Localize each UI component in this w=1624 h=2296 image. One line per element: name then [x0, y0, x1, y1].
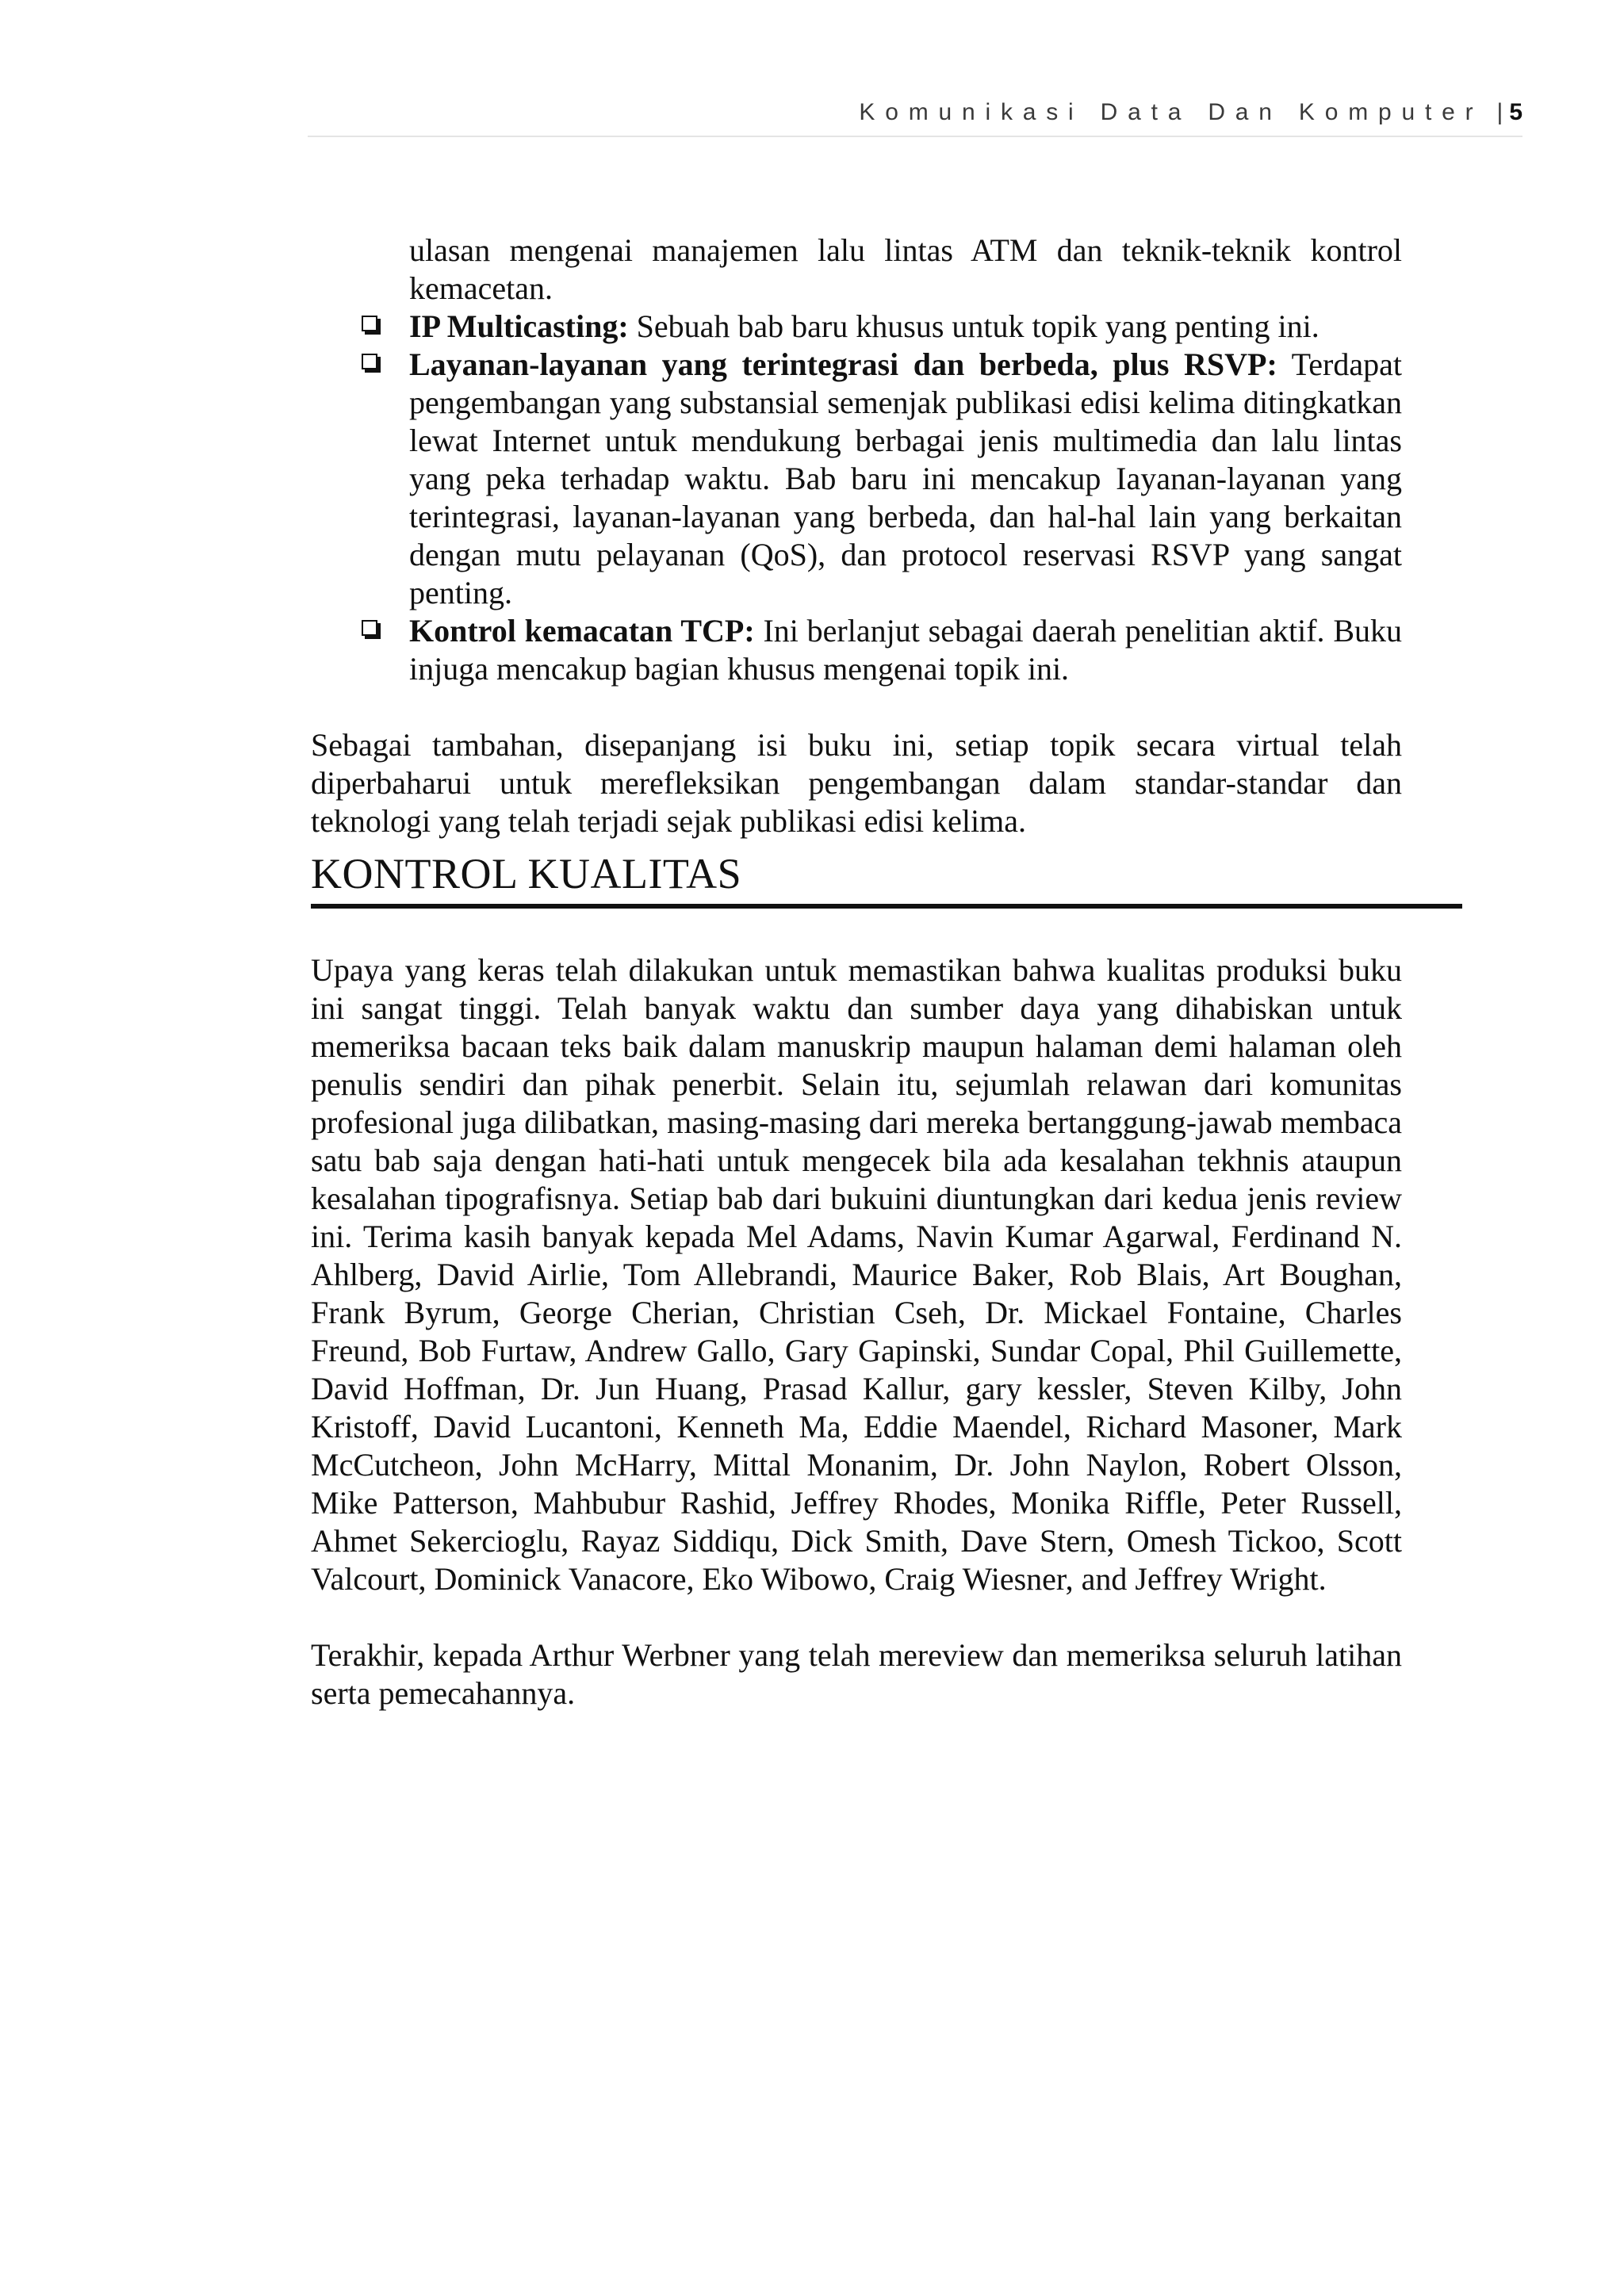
spacer	[311, 688, 1402, 726]
list-item-description: Sebuah bab baru khusus untuk topik yang penting ini.	[628, 308, 1320, 344]
header-separator: |	[1496, 99, 1503, 125]
page-number: 5	[1509, 99, 1522, 125]
section-heading: KONTROL KUALITAS	[311, 848, 1462, 909]
body-paragraph: Terakhir, kepada Arthur Werbner yang telah mereview dan memeriksa seluruh latihan serta pemecahannya.	[311, 1637, 1402, 1711]
list-continuation-text: ulasan mengenai manajemen lalu lintas ATM dan teknik-teknik kontrol kemacetan.	[409, 232, 1402, 306]
list-item-term: Kontrol kemacatan TCP:	[409, 613, 755, 649]
spacer	[311, 1598, 1402, 1636]
list-item-term: IP Multicasting:	[409, 308, 629, 344]
list-item-term: Layanan-layanan yang terintegrasi dan berbeda, plus RSVP:	[409, 346, 1277, 382]
list-item-description: Terdapat pengembangan yang substansial semenjak publikasi edisi kelima ditingkatkan lewat Internet untuk mendukung berbagai jenis multimedia dan lalu lintas yang peka terhadap waktu. Bab baru ini mencakup Iayanan-layanan yang terintegrasi, layanan-layanan yang berbeda, dan hal-hal lain yang berkaitan dengan mutu pelayanan (QoS), dan protocol reservasi RSVP yang sangat penting.	[409, 346, 1402, 610]
page-content	[311, 232, 1402, 1712]
checkbox-bullet-icon	[362, 316, 377, 331]
body-paragraph: Upaya yang keras telah dilakukan untuk memastikan bahwa kualitas produksi buku ini sangat tinggi. Telah banyak waktu dan sumber daya yang dihabiskan untuk memeriksa bacaan teks baik dalam manuskrip maupun halaman demi halaman oleh penulis sendiri dan pihak penerbit. Selain itu, sejumlah relawan dari komunitas profesional juga dilibatkan, masing-masing dari mereka bertanggung-jawab membaca satu bab saja dengan hati-hati untuk mengecek bila ada kesalahan tekhnis ataupun kesalahan tipografisnya. Setiap bab dari bukuini diuntungkan dari kedua jenis review ini. Terima kasih banyak kepada Mel Adams, Navin Kumar Agarwal, Ferdinand N. Ahlberg, David Airlie, Tom Allebrandi, Maurice Baker, Rob Blais, Art Boughan, Frank Byrum, George Cherian, Christian Cseh, Dr. Mickael Fontaine, Charles Freund, Bob Furtaw, Andrew Gallo, Gary Gapinski, Sundar Copal, Phil Guillemette, David Hoffman, Dr. Jun Huang, Prasad Kallur, gary kessler, Steven Kilby, John Kristoff, David Lucantoni, Kenneth Ma, Eddie Maendel, Richard Masoner, Mark McCutcheon, John McHarry, Mittal Monanim, Dr. John Naylon, Robert Olsson, Mike Patterson, Mahbubur Rashid, Jeffrey Rhodes, Monika Riffle, Peter Russell, Ahmet Sekercioglu, Rayaz Siddiqu, Dick Smith, Dave Stern, Omesh Tickoo, Scott Valcourt, Dominick Vanacore, Eko Wibowo, Craig Wiesner, and Jeffrey Wright.	[311, 952, 1402, 1597]
running-header	[308, 97, 1522, 128]
list-item-description: Ini berlanjut sebagai daerah penelitian aktif. Buku injuga mencakup bagian khusus mengenai topik ini.	[409, 613, 1403, 687]
checkbox-bullet-icon	[362, 620, 377, 636]
spacer	[311, 909, 1402, 951]
feature-list	[311, 308, 1402, 688]
list-item	[311, 346, 1402, 612]
running-title: Komunikasi Data Dan Komputer	[859, 99, 1484, 125]
header-rule	[308, 136, 1522, 137]
list-item	[311, 308, 1402, 346]
checkbox-bullet-icon	[362, 354, 377, 369]
list-item	[311, 612, 1402, 688]
body-paragraph: Sebagai tambahan, disepanjang isi buku ini, setiap topik secara virtual telah diperbaharui untuk merefleksikan pengembangan dalam standar-standar dan teknologi yang telah terjadi sejak publikasi edisi kelima.	[311, 727, 1402, 839]
